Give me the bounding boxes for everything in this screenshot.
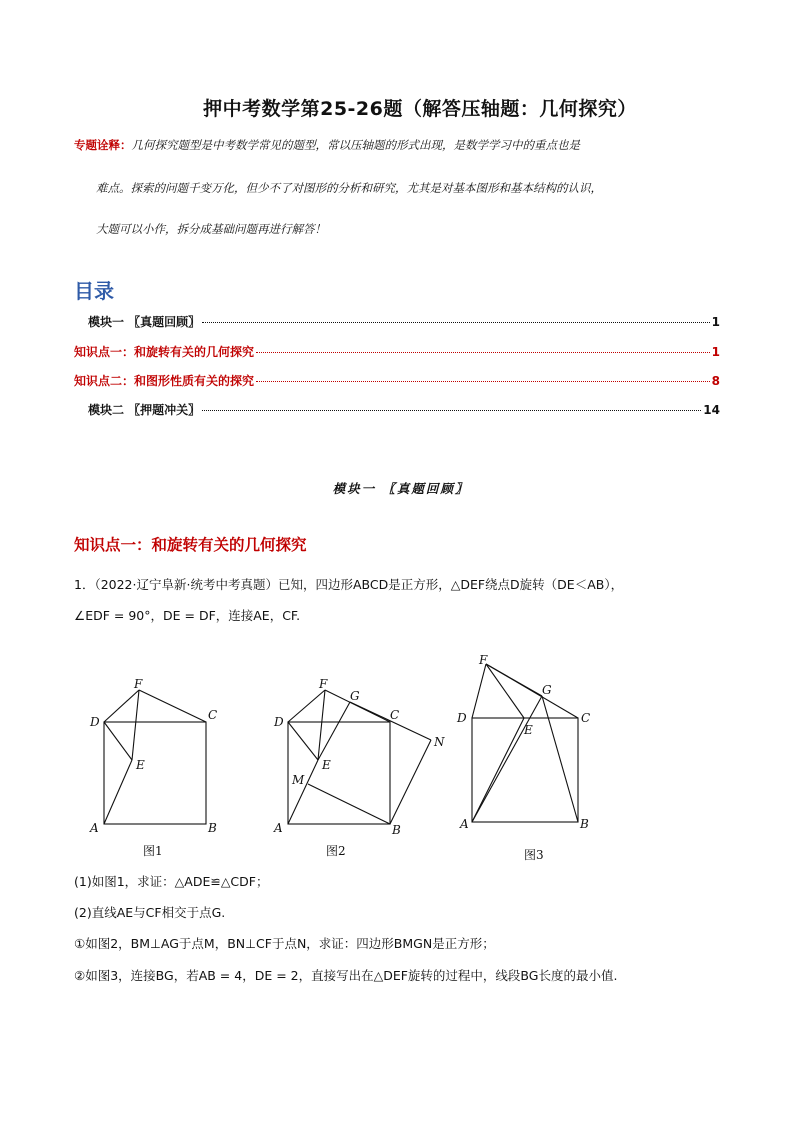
fig1-label-D: D bbox=[90, 715, 100, 729]
fig2-label-B: B bbox=[392, 823, 401, 837]
figure-3-diagram bbox=[452, 652, 602, 842]
question-stem-line-2: ∠EDF = 90°，DE = DF，连接AE，CF. bbox=[74, 608, 301, 623]
fig3-label-B: B bbox=[580, 817, 589, 831]
toc-leader-dots bbox=[202, 410, 701, 411]
fig2-label-E: E bbox=[322, 758, 331, 772]
intro-line-2: 难点。探索的问题千变万化，但少不了对图形的分析和研究，尤其是对基本图形和基本结构的认识， bbox=[96, 181, 602, 195]
intro-text-1: 几何探究题型是中考数学常见的题型，常以压轴题的形式出现，是数学学习中的重点也是 bbox=[131, 138, 580, 152]
question-part-2: (2)直线AE与CF相交于点G. bbox=[74, 905, 226, 920]
toc-item[interactable] bbox=[74, 401, 720, 418]
fig2-label-G: G bbox=[350, 689, 360, 703]
toc-item-label: 模块二 〖押题冲关〗 bbox=[88, 403, 201, 417]
toc-item-label: 模块一 〖真题回顾〗 bbox=[88, 315, 201, 329]
question-part-2b: ②如图3，连接BG，若AB = 4，DE = 2，直接写出在△DEF旋转的过程中，线段BG长度的最小值. bbox=[74, 968, 618, 983]
fig3-label-E: E bbox=[524, 723, 533, 737]
fig2-label-F: F bbox=[319, 677, 328, 691]
fig2-label-C: C bbox=[390, 708, 400, 722]
toc-heading: 目录 bbox=[74, 279, 114, 303]
toc-leader-dots bbox=[256, 352, 710, 353]
fig1-label-C: C bbox=[208, 708, 218, 722]
fig3-label-C: C bbox=[581, 711, 591, 725]
fig1-label-E: E bbox=[136, 758, 145, 772]
toc-item[interactable] bbox=[74, 313, 720, 330]
fig2-label-M: M bbox=[292, 773, 305, 787]
toc-leader-dots bbox=[256, 381, 710, 382]
question-part-2a: ①如图2，BM⊥AG于点M，BN⊥CF于点N，求证：四边形BMGN是正方形； bbox=[74, 936, 495, 951]
fig3-label-G: G bbox=[542, 683, 552, 697]
fig1-label-F: F bbox=[134, 677, 143, 691]
page-title: 押中考数学第25-26题（解答压轴题：几何探究） bbox=[203, 98, 637, 120]
fig1-label-B: B bbox=[208, 821, 217, 835]
fig3-label-D: D bbox=[457, 711, 467, 725]
toc-item-page: 1 bbox=[711, 315, 720, 329]
toc-leader-dots bbox=[202, 322, 709, 323]
figure-2-diagram bbox=[268, 672, 458, 842]
module-heading: 模块一 〖真题回顾〗 bbox=[332, 481, 470, 496]
toc-item-page: 8 bbox=[711, 374, 720, 388]
toc-item-page: 14 bbox=[703, 403, 720, 417]
figure-3-caption: 图3 bbox=[524, 848, 544, 862]
question-stem-line-1: 1．（2022·辽宁阜新·统考中考真题）已知，四边形ABCD是正方形，△DEF绕点D旋转（DE＜AB）， bbox=[74, 577, 624, 592]
toc-item[interactable] bbox=[74, 343, 720, 360]
knowledge-point-heading: 知识点一：和旋转有关的几何探究 bbox=[74, 536, 307, 554]
figure-1-diagram bbox=[84, 672, 234, 842]
fig3-label-F: F bbox=[479, 653, 488, 667]
fig2-label-D: D bbox=[274, 715, 284, 729]
toc-item-page: 1 bbox=[711, 345, 720, 359]
intro-line-1 bbox=[74, 138, 734, 153]
fig3-label-A: A bbox=[460, 817, 469, 831]
figure-1-caption: 图1 bbox=[143, 844, 163, 858]
toc-item-label: 知识点一：和旋转有关的几何探究 bbox=[74, 345, 255, 359]
figure-2-caption: 图2 bbox=[326, 844, 346, 858]
fig2-label-N: N bbox=[434, 735, 445, 749]
question-part-1: (1)如图1，求证：△ADE≌△CDF； bbox=[74, 874, 269, 889]
toc-item-label: 知识点二：和图形性质有关的探究 bbox=[74, 374, 255, 388]
toc-item[interactable] bbox=[74, 372, 720, 389]
fig2-label-A: A bbox=[274, 821, 283, 835]
intro-line-3: 大题可以小作，拆分成基础问题再进行解答！ bbox=[96, 222, 326, 236]
intro-label: 专题诠释： bbox=[74, 138, 132, 152]
fig1-label-A: A bbox=[90, 821, 99, 835]
